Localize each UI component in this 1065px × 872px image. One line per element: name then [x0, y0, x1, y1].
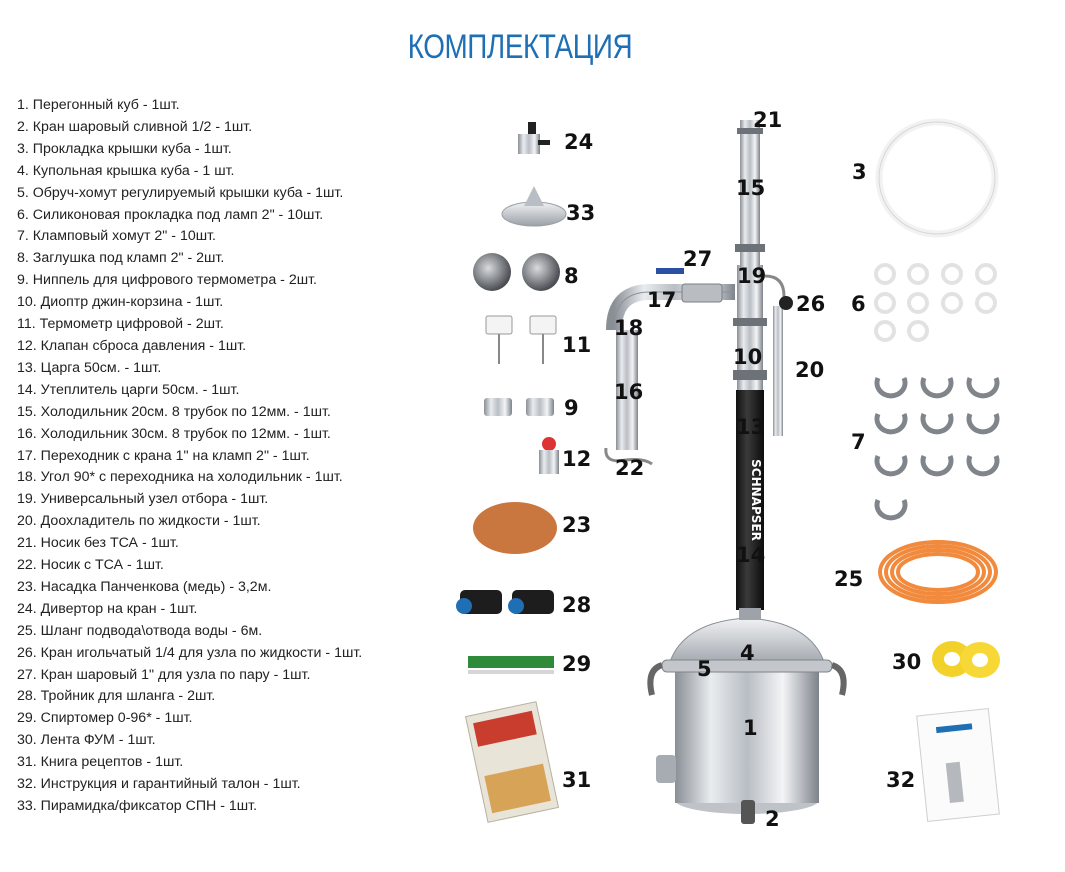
- list-item: 22. Носик с ТСА - 1шт.: [17, 557, 164, 574]
- callout-33: 33: [566, 201, 596, 225]
- list-item: 19. Универсальный узел отбора - 1шт.: [17, 491, 269, 508]
- callout-17: 17: [647, 288, 677, 312]
- list-item: 15. Холодильник 20см. 8 трубок по 12мм. - 1шт.: [17, 403, 331, 420]
- callout-20: 20: [795, 358, 825, 382]
- callout-9: 9: [564, 396, 579, 420]
- callout-10: 10: [733, 345, 763, 369]
- callout-23: 23: [562, 513, 592, 537]
- callout-3: 3: [852, 160, 867, 184]
- callout-11: 11: [562, 333, 592, 357]
- list-item: 21. Носик без ТСА - 1шт.: [17, 535, 179, 552]
- callout-32: 32: [886, 768, 916, 792]
- callout-25: 25: [834, 567, 864, 591]
- callout-6: 6: [851, 292, 866, 316]
- list-item: 27. Кран шаровый 1" для узла по пару - 1шт.: [17, 666, 311, 683]
- page-title: КОМПЛЕКТАЦИЯ: [407, 28, 633, 66]
- list-item: 16. Холодильник 30см. 8 трубок по 12мм. - 1шт.: [17, 425, 331, 442]
- list-item: 4. Купольная крышка куба - 1 шт.: [17, 162, 235, 179]
- list-item: 32. Инструкция и гарантийный талон - 1шт.: [17, 776, 301, 793]
- callout-12: 12: [562, 447, 592, 471]
- callout-13: 13: [736, 415, 766, 439]
- list-item: 13. Царга 50см. - 1шт.: [17, 359, 162, 376]
- list-item: 26. Кран игольчатый 1/4 для узла по жидкости - 1шт.: [17, 644, 363, 661]
- list-item: 25. Шланг подвода\отвода воды - 6м.: [17, 622, 263, 639]
- callout-31: 31: [562, 768, 592, 792]
- list-item: 8. Заглушка под кламп 2" - 2шт.: [17, 250, 225, 267]
- callout-14: 14: [736, 543, 766, 567]
- list-item: 33. Пирамидка/фиксатор СПН - 1шт.: [17, 798, 258, 814]
- list-item: 18. Угол 90* с переходника на холодильник - 1шт.: [17, 469, 343, 486]
- list-item: 30. Лента ФУМ - 1шт.: [17, 732, 156, 749]
- callout-30: 30: [892, 650, 922, 674]
- callout-19: 19: [737, 264, 767, 288]
- list-item: 24. Дивертор на кран - 1шт.: [17, 600, 198, 617]
- list-item: 10. Диоптр джин-корзина - 1шт.: [17, 294, 224, 311]
- callout-28: 28: [562, 593, 592, 617]
- callout-8: 8: [564, 264, 579, 288]
- list-item: 28. Тройник для шланга - 2шт.: [17, 688, 216, 705]
- callout-1: 1: [743, 716, 758, 740]
- list-item: 12. Клапан сброса давления - 1шт.: [17, 337, 247, 354]
- list-item: 11. Термометр цифровой - 2шт.: [17, 316, 224, 333]
- list-item: 31. Книга рецептов - 1шт.: [17, 754, 184, 771]
- callout-26: 26: [796, 292, 826, 316]
- list-item: 6. Силиконовая прокладка под ламп 2" - 10шт.: [17, 206, 324, 223]
- list-item: 29. Спиртомер 0-96* - 1шт.: [17, 710, 193, 727]
- list-item: 20. Доохладитель по жидкости - 1шт.: [17, 513, 261, 530]
- callout-24: 24: [564, 130, 594, 154]
- list-item: 14. Утеплитель царги 50см. - 1шт.: [17, 381, 240, 398]
- list-item: 7. Кламповый хомут 2" - 10шт.: [17, 228, 216, 245]
- callout-5: 5: [697, 657, 712, 681]
- callout-27: 27: [683, 247, 713, 271]
- list-item: 23. Насадка Панченкова (медь) - 3,2м.: [17, 578, 272, 595]
- callout-21: 21: [753, 108, 783, 132]
- list-item: 17. Переходник с крана 1" на кламп 2" - 1шт.: [17, 447, 310, 464]
- list-item: 2. Кран шаровый сливной 1/2 - 1шт.: [17, 118, 253, 135]
- column-brand: SCHNAPSER: [749, 459, 763, 541]
- callout-4: 4: [740, 641, 755, 665]
- callout-16: 16: [614, 380, 644, 404]
- callout-7: 7: [851, 430, 866, 454]
- callout-18: 18: [614, 316, 644, 340]
- list-item: 9. Ниппель для цифрового термометра - 2шт.: [17, 272, 317, 289]
- list-item: 1. Перегонный куб - 1шт.: [17, 97, 180, 113]
- list-item: 5. Обруч-хомут регулируемый крышки куба - 1шт.: [17, 184, 344, 201]
- callout-29: 29: [562, 652, 592, 676]
- callout-15: 15: [736, 176, 766, 200]
- list-item: 3. Прокладка крышки куба - 1шт.: [17, 140, 232, 157]
- callout-2: 2: [765, 807, 780, 831]
- callout-22: 22: [615, 456, 645, 480]
